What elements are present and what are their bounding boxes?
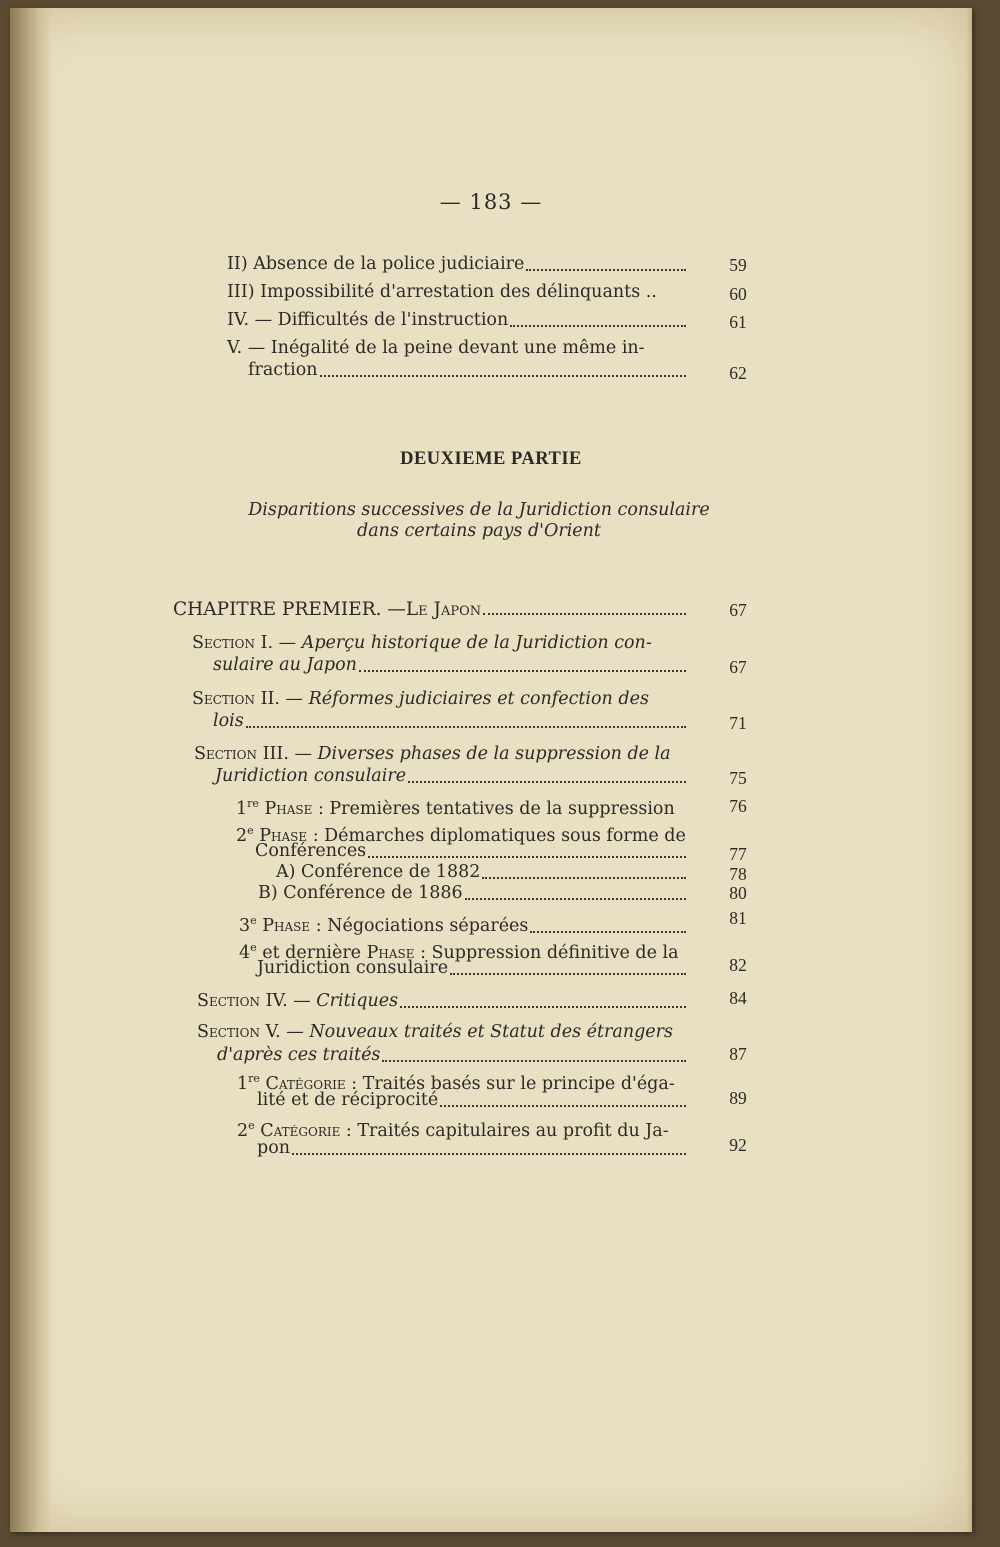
toc-entry: Juridiction consulaire [215,765,688,788]
section-heading: Section I. — Aperçu historique de la Juridiction con- [192,633,652,653]
toc-entry: II) Absence de la police judiciaire [227,253,688,276]
section-heading: Section IV. — Critiques [197,990,688,1013]
phase-entry: 3e Phase : Négociations séparées [239,909,688,938]
toc-page-number: 84 [729,988,747,1008]
toc-page-number: 77 [729,844,747,864]
page-gutter [10,8,52,1532]
toc-entry: B) Conférence de 1886 [258,882,688,905]
toc-page-number: 92 [729,1135,747,1155]
section-heading: Section III. — Diverses phases de la suppression de la [194,744,671,764]
category-entry: 1re Catégorie : Traités basés sur le principe d'éga- [237,1072,675,1094]
phase-entry: 2e Phase : Démarches diplomatiques sous forme de [236,824,686,846]
toc-entry: lité et de réciprocité [257,1089,688,1112]
toc-entry: d'après ces traités [217,1044,688,1067]
chapter-heading: CHAPITRE PREMIER. — Le Japon [173,599,688,620]
toc-entry: IV. — Difficultés de l'instruction [227,309,688,332]
page-number: — 183 — [439,190,543,214]
toc-page-number: 67 [729,600,747,620]
toc-entry: Juridiction consulaire [257,957,688,980]
toc-entry: pon [257,1137,688,1160]
book-page [10,8,972,1532]
toc-page-number: 59 [729,255,747,275]
toc-entry: sulaire au Japon [213,654,688,677]
toc-page-number: 76 [729,796,747,816]
toc-page-number: 61 [729,312,747,332]
toc-page-number: 60 [729,284,747,304]
toc-page-number: 78 [729,864,747,884]
toc-entry: Conférences [255,840,688,863]
part-subtitle: Disparitions successives de la Juridiction consulaire [248,500,710,520]
toc-page-number: 82 [729,955,747,975]
toc-page-number: 67 [729,657,747,677]
toc-entry: III) Impossibilité d'arrestation des délinquants .. [227,282,657,302]
category-entry: 2e Catégorie : Traités capitulaires au profit du Ja- [237,1119,669,1141]
toc-page-number: 87 [729,1044,747,1064]
toc-page-number: 80 [729,883,747,903]
phase-entry: 4e et dernière Phase : Suppression définitive de la [239,941,679,963]
part-subtitle: dans certains pays d'Orient [357,521,601,541]
toc-entry-line: V. — Inégalité de la peine devant une même in- [227,338,645,358]
part-title: DEUXIEME PARTIE [400,449,582,469]
phase-entry: 1re Phase : Premières tentatives de la suppression [236,797,675,819]
toc-page-number: 71 [729,713,747,733]
toc-entry: lois [213,710,688,733]
toc-page-number: 89 [729,1088,747,1108]
toc-page-number: 81 [729,908,747,928]
toc-entry: A) Conférence de 1882 [276,861,688,884]
page-edge [966,8,972,1532]
toc-page-number: 75 [729,768,747,788]
section-heading: Section V. — Nouveaux traités et Statut des étrangers [197,1022,673,1042]
toc-entry: fraction [248,359,688,382]
toc-page-number: 62 [729,363,747,383]
section-heading: Section II. — Réformes judiciaires et confection des [192,689,649,709]
